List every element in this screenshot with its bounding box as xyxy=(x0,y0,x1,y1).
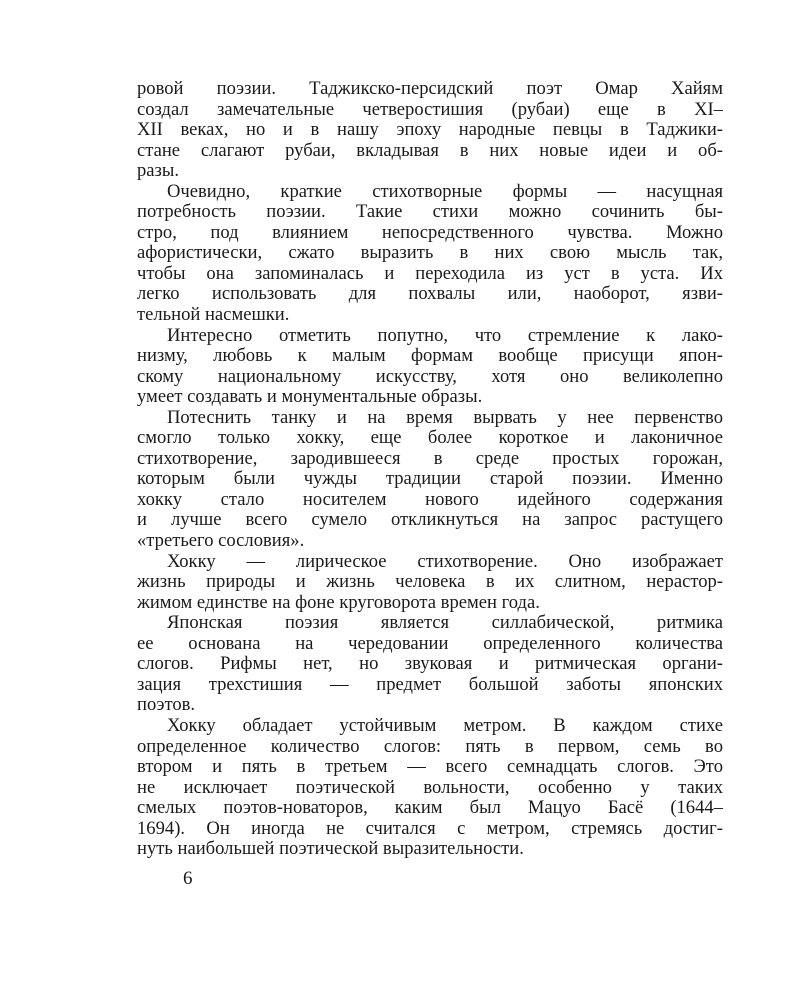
text-line: стихотворение, зародившееся в среде простых горожан, xyxy=(137,448,723,469)
paragraph-start-line: Интересно отметить попутно, что стремление к лако- xyxy=(167,325,723,346)
text-line: легко использовать для похвалы или, наоборот, язви- xyxy=(137,284,723,305)
paragraph-start-line: Потеснить танку и на время вырвать у нее первенство xyxy=(167,407,723,428)
text-line: 1694). Он иногда не считался с метром, стремясь достиг- xyxy=(137,818,723,839)
text-line: которым были чужды традиции старой поэзии. Именно xyxy=(137,469,723,490)
page-text xyxy=(137,79,723,860)
text-line: XII веках, но и в нашу эпоху народные певцы в Таджики- xyxy=(137,120,723,141)
text-line: жизнь природы и жизнь человека в их слитном, нерастор- xyxy=(137,572,723,593)
text-line: создал замечательные четверостишия (рубаи) еще в XI– xyxy=(137,99,723,120)
text-line: смелых поэтов-новаторов, каким был Мацуо Басё (1644– xyxy=(137,798,723,819)
paragraph-end-line: нуть наибольшей поэтической выразительности. xyxy=(137,839,524,860)
text-line: афористически, сжато выразить в них свою мысль так, xyxy=(137,243,723,264)
text-line: определенное количество слогов: пять в первом, семь во xyxy=(137,736,723,757)
paragraph-start-line: Хокку — лирическое стихотворение. Оно изображает xyxy=(167,551,723,572)
text-line: слогов. Рифмы нет, но звуковая и ритмическая органи- xyxy=(137,654,723,675)
paragraph-end-line: тельной насмешки. xyxy=(137,305,290,326)
text-line: стане слагают рубаи, вкладывая в них новые идеи и об- xyxy=(137,140,723,161)
text-line: чтобы она запоминалась и переходила из уст в уста. Их xyxy=(137,263,723,284)
text-line: скому национальному искусству, хотя оно великолепно xyxy=(137,366,723,387)
text-line: стро, под влиянием непосредственного чувства. Можно xyxy=(137,222,723,243)
paragraph-end-line: «третьего сословия». xyxy=(137,531,305,552)
text-line: низму, любовь к малым формам вообще присущи япон- xyxy=(137,346,723,367)
paragraph-start-line: Хокку обладает устойчивым метром. В каждом стихе xyxy=(167,715,723,736)
text-line: потребность поэзии. Такие стихи можно сочинить бы- xyxy=(137,202,723,223)
text-line: зация трехстишия — предмет большой заботы японских xyxy=(137,674,723,695)
text-line: хокку стало носителем нового идейного содержания xyxy=(137,489,723,510)
text-line: и лучше всего сумело откликнуться на запрос растущего xyxy=(137,510,723,531)
page-number: 6 xyxy=(183,868,193,889)
text-line: смогло только хокку, еще более короткое и лаконичное xyxy=(137,428,723,449)
text-line: ровой поэзии. Таджикско-персидский поэт Омар Хайям xyxy=(137,79,723,99)
paragraph-end-line: поэтов. xyxy=(137,695,196,716)
text-line: ее основана на чередовании определенного количества xyxy=(137,633,723,654)
text-line: не исключает поэтической вольности, особенно у таких xyxy=(137,777,723,798)
paragraph-start-line: Очевидно, краткие стихотворные формы — насущная xyxy=(167,181,723,202)
paragraph-start-line: Японская поэзия является силлабической, ритмика xyxy=(167,613,723,634)
paragraph-end-line: умеет создавать и монументальные образы. xyxy=(137,387,483,408)
text-line: втором и пять в третьем — всего семнадцать слогов. Это xyxy=(137,757,723,778)
paragraph-end-line: разы. xyxy=(137,161,180,182)
paragraph-end-line: жимом единстве на фоне круговорота времен года. xyxy=(137,592,540,613)
